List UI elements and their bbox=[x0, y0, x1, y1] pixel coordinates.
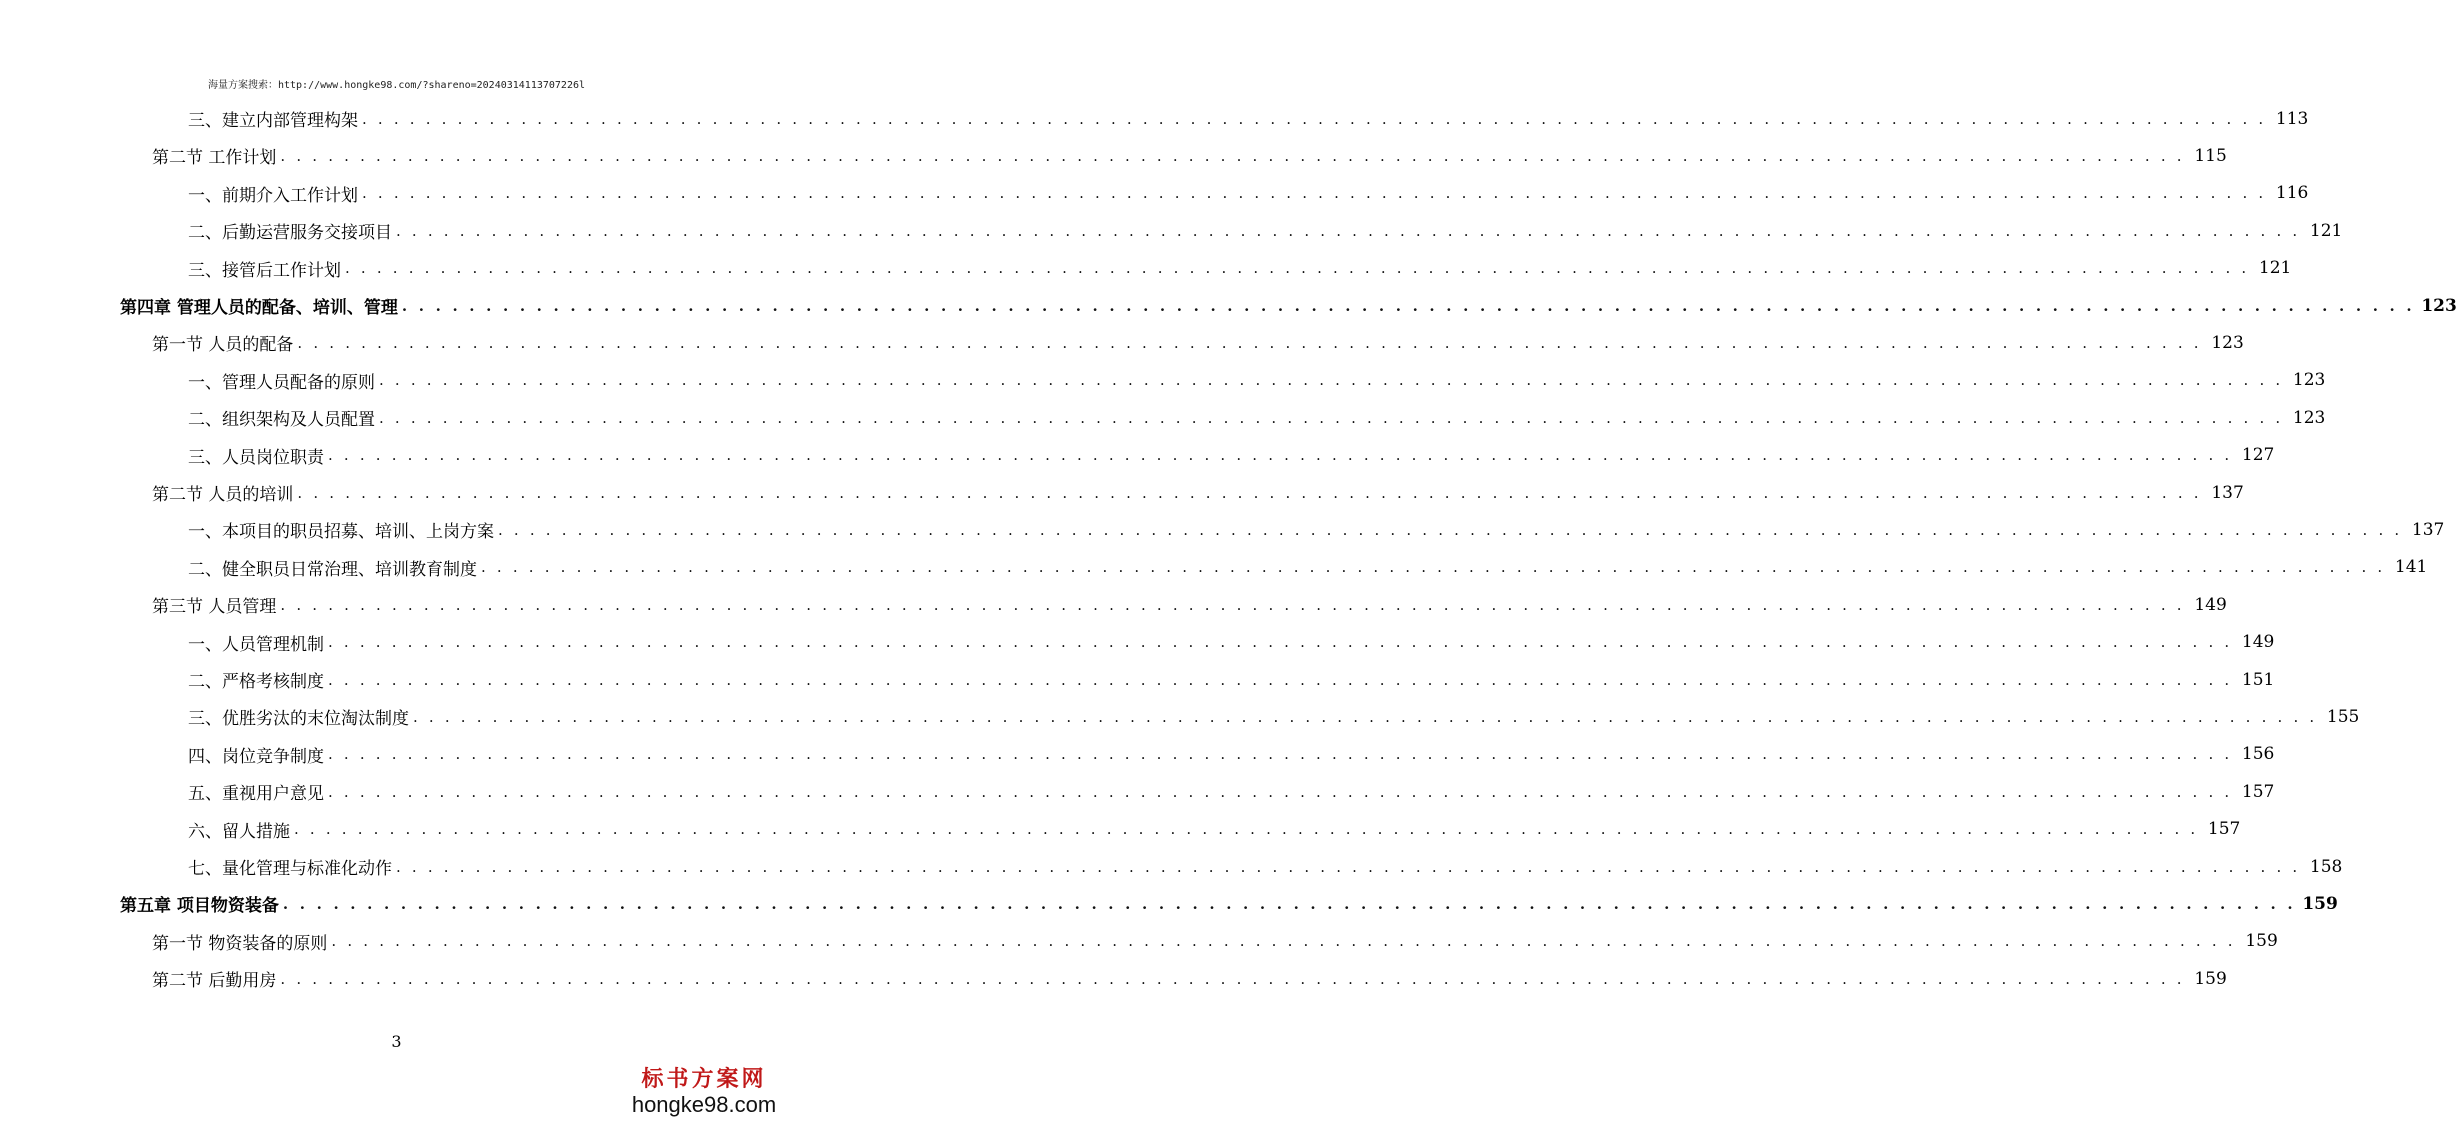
toc-entry-page: 158 bbox=[2309, 856, 2343, 877]
toc-entry-title: 第二节 人员的培训 bbox=[152, 485, 294, 505]
toc-leader-dots: . . . . . . . . . . . . . . . . . . . . . . . . . . . . . . . . . . . . . . . . . . . . . . . . . . . . . . . . . . . . . . . . . . . . . . . . . . . . . . . . . . . . . . . . . . . . . . . . . . . . . . . . . . . . . . . . . . . . . . . . bbox=[280, 146, 2185, 165]
toc-entry-title: 一、前期介入工作计划 bbox=[188, 185, 358, 206]
toc-entry-page: 123 bbox=[2421, 295, 2457, 316]
toc-entry[interactable] bbox=[188, 175, 2309, 212]
toc-leader-dots: . . . . . . . . . . . . . . . . . . . . . . . . . . . . . . . . . . . . . . . . . . . . . . . . . . . . . . . . . . . . . . . . . . . . . . . . . . . . . . . . . . . . . . . . . . . . . . . . . . . . . . . . . . . . . . . . . . . . . . . . bbox=[498, 520, 2403, 539]
toc-entry-title: 一、本项目的职员招募、培训、上岗方案 bbox=[188, 522, 494, 543]
toc-leader-dots: . . . . . . . . . . . . . . . . . . . . . . . . . . . . . . . . . . . . . . . . . . . . . . . . . . . . . . . . . . . . . . . . . . . . . . . . . . . . . . . . . . . . . . . . . . . . . . . . . . . . . . . . . . . . . . . . . . . . . . . . bbox=[328, 670, 2233, 689]
toc-entry[interactable] bbox=[188, 549, 2428, 586]
toc-entry-page: 149 bbox=[2194, 594, 2227, 615]
toc-entry[interactable] bbox=[188, 773, 2275, 810]
toc-leader-dots: . . . . . . . . . . . . . . . . . . . . . . . . . . . . . . . . . . . . . . . . . . . . . . . . . . . . . . . . . . . . . . . . . . . . . . . . . . . . . . . . . . . . . . . . . . . . . . . . . . . . . . . . . . . . . . . . . . . . . . . . bbox=[282, 894, 2296, 913]
toc-entry-title: 四、岗位竞争制度 bbox=[188, 746, 324, 767]
toc-entry[interactable] bbox=[188, 624, 2275, 661]
toc-leader-dots: . . . . . . . . . . . . . . . . . . . . . . . . . . . . . . . . . . . . . . . . . . . . . . . . . . . . . . . . . . . . . . . . . . . . . . . . . . . . . . . . . . . . . . . . . . . . . . . . . . . . . . . . . . . . . . . . . . . . . . . . bbox=[294, 820, 2199, 839]
page-number: 3 bbox=[391, 1032, 402, 1051]
toc-entry-page: 123 bbox=[2292, 407, 2326, 428]
toc-entry-page: 121 bbox=[2309, 220, 2343, 241]
page-header-url: 海量方案搜索：http://www.hongke98.com/?shareno=20240314113707226l bbox=[207, 80, 586, 91]
toc-entry[interactable] bbox=[188, 511, 2445, 548]
toc-leader-dots: . . . . . . . . . . . . . . . . . . . . . . . . . . . . . . . . . . . . . . . . . . . . . . . . . . . . . . . . . . . . . . . . . . . . . . . . . . . . . . . . . . . . . . . . . . . . . . . . . . . . . . . . . . . . . . . . . . . . . . . . bbox=[345, 259, 2250, 278]
toc-entry-title: 五、重视用户意见 bbox=[188, 784, 324, 805]
toc-entry-page: 149 bbox=[2241, 632, 2275, 653]
toc-entry-title: 一、管理人员配备的原则 bbox=[188, 372, 375, 393]
toc-entry-page: 115 bbox=[2194, 145, 2227, 166]
toc-entry-title: 三、接管后工作计划 bbox=[188, 260, 341, 281]
watermark-en-text: hongke98.com bbox=[631, 1092, 777, 1117]
toc-entry-page: 159 bbox=[2194, 968, 2227, 989]
toc-leader-dots: . . . . . . . . . . . . . . . . . . . . . . . . . . . . . . . . . . . . . . . . . . . . . . . . . . . . . . . . . . . . . . . . . . . . . . . . . . . . . . . . . . . . . . . . . . . . . . . . . . . . . . . . . . . . . . . . . . . . . . . . bbox=[328, 745, 2233, 764]
toc-leader-dots: . . . . . . . . . . . . . . . . . . . . . . . . . . . . . . . . . . . . . . . . . . . . . . . . . . . . . . . . . . . . . . . . . . . . . . . . . . . . . . . . . . . . . . . . . . . . . . . . . . . . . . . . . . . . . . . . . . . . . . . . bbox=[379, 371, 2284, 390]
toc-leader-dots: . . . . . . . . . . . . . . . . . . . . . . . . . . . . . . . . . . . . . . . . . . . . . . . . . . . . . . . . . . . . . . . . . . . . . . . . . . . . . . . . . . . . . . . . . . . . . . . . . . . . . . . . . . . . . . . . . . . . . . . . bbox=[328, 446, 2233, 465]
toc-entry[interactable] bbox=[152, 923, 2278, 960]
toc-entry[interactable] bbox=[188, 362, 2326, 399]
toc-leader-dots: . . . . . . . . . . . . . . . . . . . . . . . . . . . . . . . . . . . . . . . . . . . . . . . . . . . . . . . . . . . . . . . . . . . . . . . . . . . . . . . . . . . . . . . . . . . . . . . . . . . . . . . . . . . . . . . . . . . . . . . . bbox=[328, 633, 2233, 652]
toc-entry[interactable] bbox=[188, 212, 2343, 249]
toc-leader-dots: . . . . . . . . . . . . . . . . . . . . . . . . . . . . . . . . . . . . . . . . . . . . . . . . . . . . . . . . . . . . . . . . . . . . . . . . . . . . . . . . . . . . . . . . . . . . . . . . . . . . . . . . . . . . . . . . . . . . . . . . bbox=[481, 558, 2386, 577]
toc-leader-dots: . . . . . . . . . . . . . . . . . . . . . . . . . . . . . . . . . . . . . . . . . . . . . . . . . . . . . . . . . . . . . . . . . . . . . . . . . . . . . . . . . . . . . . . . . . . . . . . . . . . . . . . . . . . . . . . . . . . . . . . . bbox=[280, 969, 2185, 988]
watermark-logo bbox=[629, 1066, 779, 1118]
toc-entry-title: 二、严格考核制度 bbox=[188, 672, 324, 692]
toc-entry-title: 第三节 人员管理 bbox=[152, 597, 277, 618]
toc-entry[interactable] bbox=[120, 287, 2457, 324]
toc-entry[interactable] bbox=[152, 960, 2227, 997]
toc-entry-title: 第五章 项目物资装备 bbox=[120, 896, 279, 917]
toc-entry-page: 156 bbox=[2241, 744, 2275, 765]
toc-leader-dots: . . . . . . . . . . . . . . . . . . . . . . . . . . . . . . . . . . . . . . . . . . . . . . . . . . . . . . . . . . . . . . . . . . . . . . . . . . . . . . . . . . . . . . . . . . . . . . . . . . . . . . . . . . . . . . . . . . . . . . . . bbox=[379, 408, 2284, 427]
toc-leader-dots: . . . . . . . . . . . . . . . . . . . . . . . . . . . . . . . . . . . . . . . . . . . . . . . . . . . . . . . . . . . . . . . . . . . . . . . . . . . . . . . . . . . . . . . . . . . . . . . . . . . . . . . . . . . . . . . . . . . . . . . . bbox=[280, 595, 2185, 614]
toc-entry[interactable] bbox=[188, 811, 2241, 848]
toc-entry-page: 159 bbox=[2245, 931, 2278, 952]
toc-leader-dots: . . . . . . . . . . . . . . . . . . . . . . . . . . . . . . . . . . . . . . . . . . . . . . . . . . . . . . . . . . . . . . . . . . . . . . . . . . . . . . . . . . . . . . . . . . . . . . . . . . . . . . . . . . . . . . . . . . . . . . . . bbox=[396, 221, 2301, 240]
toc-entry-title: 二、后勤运营服务交接项目 bbox=[188, 223, 392, 244]
toc-entry[interactable] bbox=[188, 250, 2292, 287]
toc-leader-dots: . . . . . . . . . . . . . . . . . . . . . . . . . . . . . . . . . . . . . . . . . . . . . . . . . . . . . . . . . . . . . . . . . . . . . . . . . . . . . . . . . . . . . . . . . . . . . . . . . . . . . . . . . . . . . . . . . . . . . . . . bbox=[331, 932, 2236, 951]
toc-entry[interactable] bbox=[120, 885, 2338, 922]
toc-leader-dots: . . . . . . . . . . . . . . . . . . . . . . . . . . . . . . . . . . . . . . . . . . . . . . . . . . . . . . . . . . . . . . . . . . . . . . . . . . . . . . . . . . . . . . . . . . . . . . . . . . . . . . . . . . . . . . . . . . . . . . . . bbox=[396, 857, 2301, 876]
toc-entry-title: 第一节 物资装备的原则 bbox=[152, 933, 328, 954]
toc-leader-dots: . . . . . . . . . . . . . . . . . . . . . . . . . . . . . . . . . . . . . . . . . . . . . . . . . . . . . . . . . . . . . . . . . . . . . . . . . . . . . . . . . . . . . . . . . . . . . . . . . . . . . . . . . . . . . . . . . . . . . . . . bbox=[297, 483, 2202, 502]
toc-entry-title: 二、组织架构及人员配置 bbox=[188, 410, 375, 431]
toc-entry[interactable] bbox=[152, 324, 2244, 361]
toc-entry-page: 151 bbox=[2241, 669, 2275, 690]
toc-entry-page: 116 bbox=[2275, 183, 2309, 204]
toc-entry-page: 137 bbox=[2411, 519, 2445, 540]
toc-entry-page: 137 bbox=[2211, 482, 2244, 503]
toc-entry-title: 六、留人措施 bbox=[188, 821, 290, 842]
toc-entry[interactable] bbox=[152, 474, 2244, 511]
toc-entry-title: 三、建立内部管理构架 bbox=[188, 111, 358, 131]
toc-entry-title: 一、人员管理机制 bbox=[188, 634, 324, 655]
toc-entry-page: 123 bbox=[2292, 370, 2326, 391]
toc-entry-page: 123 bbox=[2211, 332, 2244, 353]
toc-entry-title: 三、优胜劣汰的末位淘汰制度 bbox=[188, 709, 409, 730]
toc-entry[interactable] bbox=[152, 137, 2227, 174]
toc-entry-page: 113 bbox=[2275, 108, 2309, 129]
toc-entry[interactable] bbox=[188, 437, 2275, 474]
toc-entry[interactable] bbox=[188, 661, 2275, 698]
toc-entry-title: 第一节 人员的配备 bbox=[152, 335, 294, 356]
toc-entry-page: 157 bbox=[2207, 819, 2241, 840]
toc-entry[interactable] bbox=[188, 698, 2360, 735]
toc-leader-dots: . . . . . . . . . . . . . . . . . . . . . . . . . . . . . . . . . . . . . . . . . . . . . . . . . . . . . . . . . . . . . . . . . . . . . . . . . . . . . . . . . . . . . . . . . . . . . . . . . . . . . . . . . . . . . . . . . . . . . . . . bbox=[328, 782, 2233, 801]
toc-entry[interactable] bbox=[188, 399, 2326, 436]
toc-entry[interactable] bbox=[152, 586, 2227, 623]
toc-entry-page: 141 bbox=[2394, 557, 2428, 578]
toc-leader-dots: . . . . . . . . . . . . . . . . . . . . . . . . . . . . . . . . . . . . . . . . . . . . . . . . . . . . . . . . . . . . . . . . . . . . . . . . . . . . . . . . . . . . . . . . . . . . . . . . . . . . . . . . . . . . . . . . . . . . . . . . bbox=[362, 184, 2267, 203]
toc-entry[interactable] bbox=[188, 100, 2309, 137]
toc-entry-page: 157 bbox=[2241, 781, 2275, 802]
toc-entry-title: 七、量化管理与标准化动作 bbox=[188, 859, 392, 879]
toc-entry-title: 第四章 管理人员的配备、培训、管理 bbox=[120, 298, 398, 318]
watermark-cn-text: 标书方案网 bbox=[641, 1066, 767, 1092]
toc-entry-page: 159 bbox=[2302, 893, 2338, 914]
toc-entry[interactable] bbox=[188, 848, 2343, 885]
toc-entry-page: 127 bbox=[2241, 445, 2275, 466]
toc-entry-title: 二、健全职员日常治理、培训教育制度 bbox=[188, 559, 477, 580]
toc-entry-title: 三、人员岗位职责 bbox=[188, 447, 324, 468]
toc-entry[interactable] bbox=[188, 736, 2275, 773]
toc-leader-dots: . . . . . . . . . . . . . . . . . . . . . . . . . . . . . . . . . . . . . . . . . . . . . . . . . . . . . . . . . . . . . . . . . . . . . . . . . . . . . . . . . . . . . . . . . . . . . . . . . . . . . . . . . . . . . . . . . . . . . . . . bbox=[413, 707, 2318, 726]
toc-entry-page: 155 bbox=[2326, 706, 2360, 727]
toc-leader-dots: . . . . . . . . . . . . . . . . . . . . . . . . . . . . . . . . . . . . . . . . . . . . . . . . . . . . . . . . . . . . . . . . . . . . . . . . . . . . . . . . . . . . . . . . . . . . . . . . . . . . . . . . . . . . . . . . . . . . . . . . bbox=[297, 333, 2202, 352]
toc-entry-title: 第二节 后勤用房 bbox=[152, 971, 277, 992]
toc-leader-dots: . . . . . . . . . . . . . . . . . . . . . . . . . . . . . . . . . . . . . . . . . . . . . . . . . . . . . . . . . . . . . . . . . . . . . . . . . . . . . . . . . . . . . . . . . . . . . . . . . . . . . . . . . . . . . . . . . . . . . . . . bbox=[401, 296, 2415, 315]
toc-entry-page: 121 bbox=[2258, 258, 2292, 279]
toc-leader-dots: . . . . . . . . . . . . . . . . . . . . . . . . . . . . . . . . . . . . . . . . . . . . . . . . . . . . . . . . . . . . . . . . . . . . . . . . . . . . . . . . . . . . . . . . . . . . . . . . . . . . . . . . . . . . . . . . . . . . . . . . bbox=[362, 109, 2267, 128]
toc-entry-title: 第二节 工作计划 bbox=[152, 148, 277, 169]
